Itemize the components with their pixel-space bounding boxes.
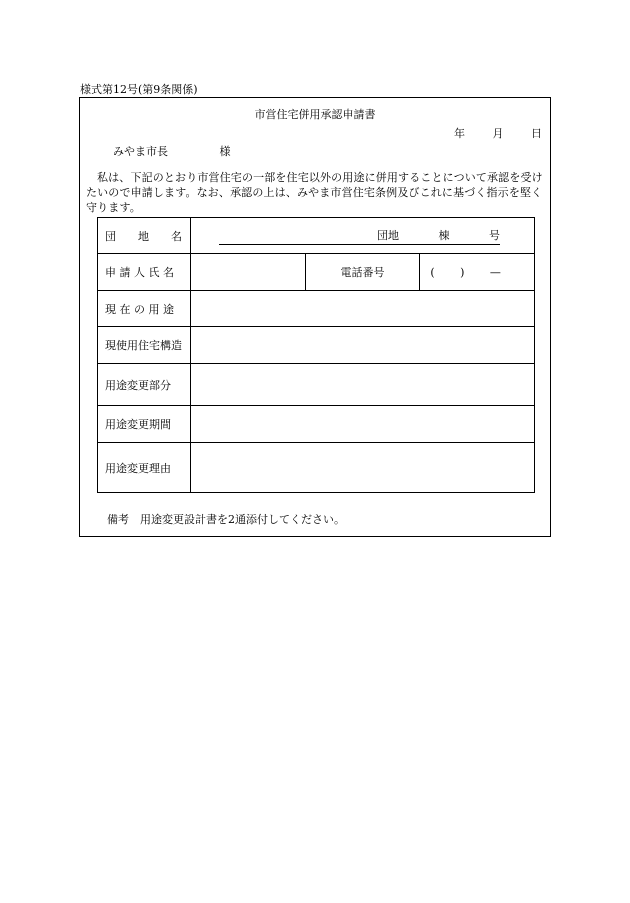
- form-title: 市営住宅併用承認申請書: [254, 108, 376, 121]
- remarks-note: 備考 用途変更設計書を2通添付してください。: [107, 513, 345, 526]
- change-part-field[interactable]: [191, 364, 535, 406]
- danchi-text: 団地: [377, 228, 399, 242]
- date-month: 月: [492, 127, 504, 140]
- tel-field[interactable]: [420, 254, 535, 291]
- change-period-label: 用途変更期間: [98, 406, 191, 443]
- honorific: 様: [219, 145, 231, 158]
- date-year: 年: [454, 127, 465, 140]
- applicant-label: 申 請 人 氏 名: [98, 254, 191, 291]
- tel-label: 電話番号: [305, 254, 420, 291]
- danchi-label: 団 地 名: [98, 218, 191, 254]
- danchi-underline: [219, 227, 500, 245]
- row-change-reason: [98, 443, 535, 493]
- structure-label: 現使用住宅構造: [98, 327, 191, 364]
- change-part-label: 用途変更部分: [98, 364, 191, 406]
- gou-text: 号: [489, 228, 500, 242]
- danchi-field[interactable]: [191, 218, 535, 254]
- tel-close-paren: ): [460, 265, 465, 279]
- form-number: 様式第12号(第9条関係): [80, 83, 198, 96]
- change-period-field[interactable]: [191, 406, 535, 443]
- row-danchi: [98, 218, 535, 254]
- structure-field[interactable]: [191, 327, 535, 364]
- current-use-label: 現 在 の 用 途: [98, 291, 191, 327]
- row-change-part: [98, 364, 535, 406]
- application-table: [97, 217, 535, 493]
- tou-text: 棟: [438, 228, 450, 242]
- row-applicant: [98, 254, 535, 291]
- addressee: [113, 143, 231, 159]
- row-current-use: [98, 291, 535, 327]
- date-line: [430, 125, 542, 141]
- row-change-period: [98, 406, 535, 443]
- change-reason-label: 用途変更理由: [98, 443, 191, 493]
- tel-dash: —: [489, 265, 501, 279]
- application-form: [79, 97, 551, 537]
- date-day: 日: [531, 127, 542, 140]
- application-statement: 私は、下記のとおり市営住宅の一部を住宅以外の用途に併用することについて承認を受けたいので申請します。なお、承認の上は、みやま市営住宅条例及びこれに基づく指示を堅く守ります。: [86, 171, 543, 214]
- row-structure: [98, 327, 535, 364]
- change-reason-field[interactable]: [191, 443, 535, 493]
- tel-open-paren: (: [430, 265, 435, 279]
- applicant-name-field[interactable]: [191, 254, 306, 291]
- current-use-field[interactable]: [191, 291, 535, 327]
- mayor-title: みやま市長: [113, 145, 168, 158]
